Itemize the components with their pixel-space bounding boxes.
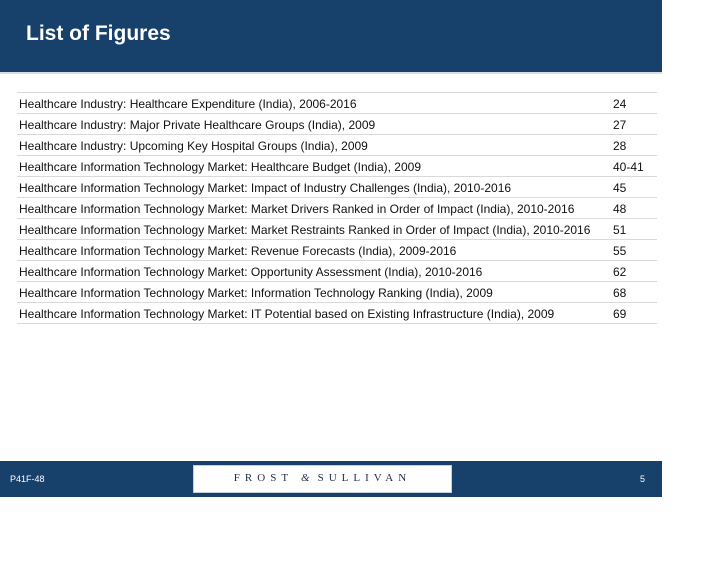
figure-title: Healthcare Information Technology Market: Information Technology Ranking (India), 2009 bbox=[19, 286, 493, 300]
figure-title: Healthcare Information Technology Market: Revenue Forecasts (India), 2009-2016 bbox=[19, 244, 457, 258]
figure-row bbox=[17, 135, 657, 156]
figure-page: 40-41 bbox=[613, 160, 644, 174]
frost-sullivan-logo bbox=[193, 465, 452, 493]
figure-page: 28 bbox=[613, 139, 627, 153]
figure-row bbox=[17, 114, 657, 135]
figure-row bbox=[17, 282, 657, 303]
figure-row bbox=[17, 303, 657, 324]
figure-title: Healthcare Information Technology Market: IT Potential based on Existing Infrastructure (India), 2009 bbox=[19, 307, 555, 321]
figure-row bbox=[17, 219, 657, 240]
header-bar bbox=[0, 0, 662, 72]
logo-text-right: SULLIVAN bbox=[317, 472, 412, 484]
figure-row bbox=[17, 240, 657, 261]
figure-title: Healthcare Industry: Major Private Healthcare Groups (India), 2009 bbox=[19, 118, 376, 132]
page-number: 5 bbox=[640, 474, 646, 484]
figure-page: 51 bbox=[613, 223, 627, 237]
figure-row bbox=[17, 93, 657, 114]
figure-title: Healthcare Information Technology Market: Market Drivers Ranked in Order of Impact (India), 2010-2016 bbox=[19, 202, 575, 216]
figure-row bbox=[17, 261, 657, 282]
figure-page: 24 bbox=[613, 97, 627, 111]
figure-title: Healthcare Industry: Upcoming Key Hospital Groups (India), 2009 bbox=[19, 139, 368, 153]
document-code: P41F-48 bbox=[10, 474, 45, 484]
figure-page: 55 bbox=[613, 244, 627, 258]
figure-page: 62 bbox=[613, 265, 627, 279]
figure-title: Healthcare Information Technology Market: Market Restraints Ranked in Order of Impact (India), 2010-2016 bbox=[19, 223, 591, 237]
logo-ampersand: & bbox=[301, 472, 310, 484]
figure-page: 48 bbox=[613, 202, 627, 216]
logo-wordmark bbox=[194, 472, 451, 484]
figure-page: 68 bbox=[613, 286, 627, 300]
page-title: List of Figures bbox=[26, 22, 171, 45]
figure-page: 45 bbox=[613, 181, 627, 195]
figure-page: 27 bbox=[613, 118, 627, 132]
figure-list bbox=[17, 92, 657, 324]
figure-page: 69 bbox=[613, 307, 627, 321]
logo-text-left: FROST bbox=[233, 472, 294, 484]
figure-title: Healthcare Information Technology Market: Opportunity Assessment (India), 2010-2016 bbox=[19, 265, 483, 279]
header-divider bbox=[0, 72, 662, 74]
figure-title: Healthcare Industry: Healthcare Expenditure (India), 2006-2016 bbox=[19, 97, 357, 111]
figure-row bbox=[17, 198, 657, 219]
figure-row bbox=[17, 177, 657, 198]
figure-title: Healthcare Information Technology Market: Impact of Industry Challenges (India), 2010-2016 bbox=[19, 181, 512, 195]
figure-title: Healthcare Information Technology Market: Healthcare Budget (India), 2009 bbox=[19, 160, 422, 174]
figure-row bbox=[17, 156, 657, 177]
